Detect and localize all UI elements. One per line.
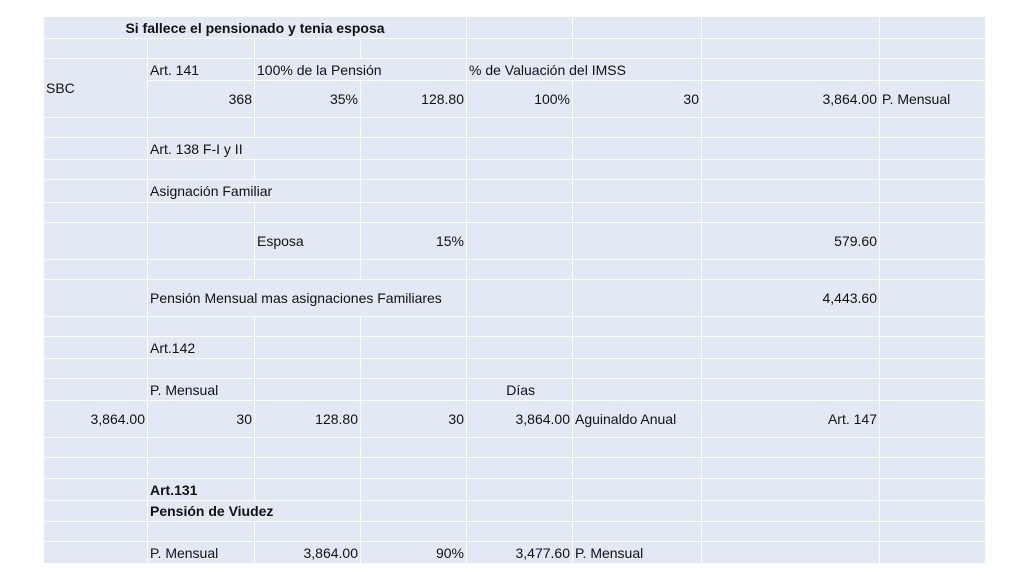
cell — [148, 522, 255, 542]
pension-mas-asignaciones-label: Pensión Mensual mas asignaciones Familiares — [148, 280, 467, 317]
cell — [255, 479, 361, 501]
table-row — [44, 379, 986, 401]
cell — [44, 118, 148, 138]
cell — [573, 17, 702, 39]
cell — [148, 160, 255, 180]
cell — [44, 223, 148, 260]
cell — [880, 501, 986, 522]
cell — [573, 501, 702, 522]
table-row — [44, 501, 986, 522]
cell — [44, 337, 148, 359]
cell — [255, 260, 361, 280]
cell — [573, 138, 702, 160]
cell — [467, 17, 573, 39]
cell — [880, 522, 986, 542]
cell — [361, 203, 467, 223]
cell — [880, 39, 986, 59]
table-row — [44, 59, 986, 81]
total-amount: 4,443.60 — [702, 280, 880, 317]
cell — [148, 359, 255, 379]
cell — [880, 542, 986, 564]
pct-pension-label: 100% de la Pensión — [255, 59, 467, 81]
cell — [255, 317, 361, 337]
cell — [255, 118, 361, 138]
cell — [361, 479, 467, 501]
art142-label: Art.142 — [148, 337, 255, 359]
cell — [702, 379, 880, 401]
cell — [255, 379, 361, 401]
cell — [573, 317, 702, 337]
cell — [702, 118, 880, 138]
cell — [255, 438, 361, 458]
cell — [361, 160, 467, 180]
cell — [467, 438, 573, 458]
pension-viudez-label: Pensión de Viudez — [148, 501, 361, 522]
cell — [573, 160, 702, 180]
table-row — [44, 542, 986, 564]
cell — [702, 501, 880, 522]
cell — [467, 223, 573, 260]
cell — [702, 337, 880, 359]
cell — [467, 160, 573, 180]
table-row — [44, 522, 986, 542]
table-row — [44, 317, 986, 337]
cell — [148, 458, 255, 479]
cell — [467, 317, 573, 337]
cell — [467, 39, 573, 59]
pct-valuacion-label: % de Valuación del IMSS — [467, 59, 702, 81]
table-row — [44, 479, 986, 501]
cell — [148, 118, 255, 138]
cell — [880, 379, 986, 401]
cell — [702, 260, 880, 280]
pension-daily: 128.80 — [361, 81, 467, 118]
cell — [44, 479, 148, 501]
esposa-amount: 579.60 — [702, 223, 880, 260]
cell — [880, 458, 986, 479]
cell — [361, 39, 467, 59]
cell — [702, 438, 880, 458]
table-row — [44, 118, 986, 138]
table-row — [44, 160, 986, 180]
table-row — [44, 180, 986, 203]
cell — [880, 479, 986, 501]
table-row — [44, 138, 986, 160]
table-row — [44, 39, 986, 59]
cell — [702, 180, 880, 203]
table-row — [44, 223, 986, 260]
cell — [44, 458, 148, 479]
cell — [702, 458, 880, 479]
cell — [880, 17, 986, 39]
cell — [573, 359, 702, 379]
cell — [361, 458, 467, 479]
cell — [361, 522, 467, 542]
aguinaldo-monthly: 3,864.00 — [44, 401, 148, 438]
cell — [361, 118, 467, 138]
cell — [880, 401, 986, 438]
viudez-amount: 3,477.60 — [467, 542, 573, 564]
cell — [255, 39, 361, 59]
aguinaldo-anual-label: Aguinaldo Anual — [573, 401, 702, 438]
cell — [467, 118, 573, 138]
table-row — [44, 260, 986, 280]
cell — [702, 542, 880, 564]
aguinaldo-days: 30 — [361, 401, 467, 438]
cell — [148, 317, 255, 337]
cell — [44, 501, 148, 522]
cell — [880, 359, 986, 379]
viudez-pct: 90% — [361, 542, 467, 564]
cell — [255, 203, 361, 223]
cell — [255, 337, 361, 359]
cell — [44, 317, 148, 337]
cell — [44, 138, 148, 160]
cell — [702, 359, 880, 379]
sbc-value: 368 — [148, 81, 255, 118]
cell — [880, 260, 986, 280]
art141-label: Art. 141 — [148, 59, 255, 81]
cell — [44, 542, 148, 564]
cell — [148, 260, 255, 280]
cell — [467, 280, 573, 317]
cell — [880, 223, 986, 260]
pension-calculation-table — [43, 16, 986, 564]
cell — [467, 522, 573, 542]
cell — [880, 118, 986, 138]
cell — [361, 317, 467, 337]
cell — [880, 438, 986, 458]
cell — [702, 17, 880, 39]
cell — [44, 438, 148, 458]
cell — [880, 138, 986, 160]
cell — [467, 203, 573, 223]
aguinaldo-p-mensual-label: P. Mensual — [148, 379, 255, 401]
cell — [255, 522, 361, 542]
aguinaldo-amount: 3,864.00 — [467, 401, 573, 438]
cell — [467, 260, 573, 280]
cell — [44, 180, 148, 203]
cell — [255, 359, 361, 379]
cell — [702, 479, 880, 501]
aguinaldo-divisor: 30 — [148, 401, 255, 438]
cell — [702, 59, 880, 81]
cell — [702, 203, 880, 223]
table-row — [44, 401, 986, 438]
cell — [702, 138, 880, 160]
cell — [702, 160, 880, 180]
esposa-pct: 15% — [361, 223, 467, 260]
esposa-label: Esposa — [255, 223, 361, 260]
cell — [573, 280, 702, 317]
cell — [880, 317, 986, 337]
cell — [44, 379, 148, 401]
cell — [148, 203, 255, 223]
cell — [467, 501, 573, 522]
sbc-label: SBC — [44, 59, 148, 118]
cell — [361, 337, 467, 359]
p-mensual-label: P. Mensual — [880, 81, 986, 118]
cell — [573, 337, 702, 359]
table-row — [44, 280, 986, 317]
aguinaldo-daily: 128.80 — [255, 401, 361, 438]
cell — [880, 280, 986, 317]
cell — [880, 59, 986, 81]
cell — [573, 180, 702, 203]
cell — [702, 39, 880, 59]
asignacion-familiar-label: Asignación Familiar — [148, 180, 361, 203]
pension-monthly: 3,864.00 — [702, 81, 880, 118]
cell — [361, 438, 467, 458]
cell — [880, 337, 986, 359]
cell — [255, 160, 361, 180]
cell — [361, 138, 467, 160]
cell — [880, 180, 986, 203]
cell — [880, 160, 986, 180]
cell — [573, 223, 702, 260]
cell — [467, 479, 573, 501]
art131-label: Art.131 — [148, 479, 255, 501]
cell — [255, 458, 361, 479]
cell — [573, 379, 702, 401]
cell — [44, 160, 148, 180]
cell — [361, 359, 467, 379]
table-row — [44, 458, 986, 479]
viudez-p-mensual-label: P. Mensual — [148, 542, 255, 564]
cell — [573, 479, 702, 501]
cell — [467, 180, 573, 203]
cell — [44, 522, 148, 542]
cell — [573, 39, 702, 59]
cell — [467, 138, 573, 160]
art147-label: Art. 147 — [702, 401, 880, 438]
viudez-monthly: 3,864.00 — [255, 542, 361, 564]
valuation-pct: 100% — [467, 81, 573, 118]
cell — [361, 501, 467, 522]
cell — [467, 337, 573, 359]
cell — [880, 203, 986, 223]
cell — [467, 458, 573, 479]
art138-label: Art. 138 F-I y II — [148, 138, 361, 160]
cell — [44, 39, 148, 59]
cell — [44, 359, 148, 379]
viudez-p-mensual-result-label: P. Mensual — [573, 542, 702, 564]
table-row — [44, 359, 986, 379]
cell — [44, 260, 148, 280]
cell — [148, 438, 255, 458]
cell — [573, 438, 702, 458]
cell — [361, 379, 467, 401]
cell — [573, 522, 702, 542]
table-row — [44, 81, 986, 118]
table-row — [44, 438, 986, 458]
table-row — [44, 337, 986, 359]
table-row — [44, 17, 986, 39]
cell — [148, 39, 255, 59]
cell — [44, 203, 148, 223]
cell — [573, 458, 702, 479]
cell — [467, 359, 573, 379]
cell — [361, 180, 467, 203]
cell — [573, 203, 702, 223]
cell — [573, 260, 702, 280]
dias-label: Días — [467, 379, 573, 401]
cell — [361, 260, 467, 280]
cell — [702, 317, 880, 337]
cell — [573, 118, 702, 138]
cell — [44, 280, 148, 317]
title-cell: Si fallece el pensionado y tenia esposa — [44, 17, 467, 39]
pension-pct: 35% — [255, 81, 361, 118]
pension-days: 30 — [573, 81, 702, 118]
table-row — [44, 203, 986, 223]
cell — [702, 522, 880, 542]
cell — [148, 223, 255, 260]
